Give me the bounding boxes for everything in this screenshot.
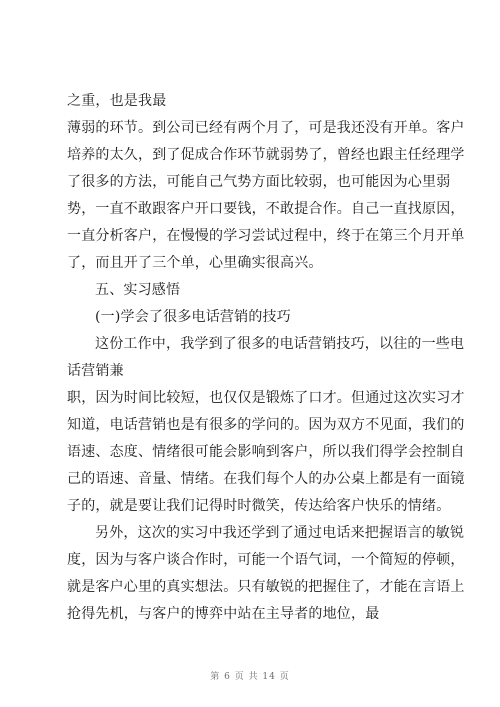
text-line: 度，因为与客户谈合作时，可能一个语气词，一个简短的停顿，	[67, 552, 465, 568]
text-line: 子的，就是要让我们记得时时微笑，传达给客户快乐的情绪。	[67, 498, 451, 514]
text-line: 己的语速、音量、情绪。在我们每个人的办公桌上都是有一面镜	[67, 471, 465, 487]
text-line: 培养的太久，到了促成合作环节就弱势了，曾经也跟主任经理学	[67, 147, 465, 163]
text-line: 职，因为时间比较短，也仅仅是锻炼了口才。但通过这次实习才	[67, 390, 465, 406]
text-line: 之重，也是我最	[67, 93, 167, 109]
text-line: 这份工作中，我学到了很多的电话营销技巧，以往的一些电	[95, 336, 465, 352]
page-number: 第 6 页 共 14 页	[210, 672, 290, 682]
subsection-heading: (一)学会了很多电话营销的技巧	[95, 309, 291, 325]
text-line: 势，一直不敢跟客户开口要钱，不敢提合作。自己一直找原因，	[67, 201, 465, 217]
text-line: 薄弱的环节。到公司已经有两个月了，可是我还没有开单。客户	[67, 120, 465, 136]
text-line: 抢得先机，与客户的博弈中站在主导者的地位，最	[67, 606, 380, 622]
text-line: 语速、态度、情绪很可能会影响到客户，所以我们得学会控制自	[67, 444, 465, 460]
text-line: 话营销兼	[67, 363, 124, 379]
section-heading: 五、实习感悟	[95, 282, 181, 298]
text-line: 知道，电话营销也是有很多的学问的。因为双方不见面，我们的	[67, 417, 465, 433]
text-line: 另外，这次的实习中我还学到了通过电话来把握语言的敏锐	[95, 525, 465, 541]
text-line: 了，而且开了三个单，心里确实很高兴。	[67, 255, 323, 271]
text-line: 一直分析客户，在慢慢的学习尝试过程中，终于在第三个月开单	[67, 228, 465, 244]
text-line: 了很多的方法，可能自己气势方面比较弱，也可能因为心里弱	[67, 174, 451, 190]
text-line: 就是客户心里的真实想法。只有敏锐的把握住了，才能在言语上	[67, 579, 465, 595]
